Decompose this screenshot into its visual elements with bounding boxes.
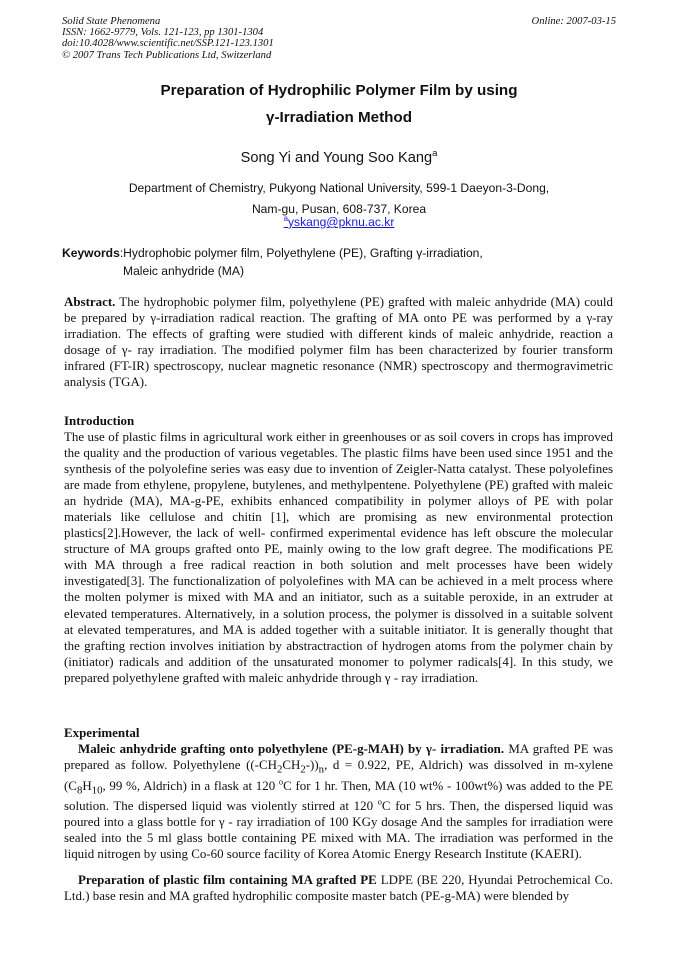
paper-title-line-2: γ-Irradiation Method xyxy=(266,109,412,126)
exp-text-d: , d = 0.922, PE, Aldrich) was dissolved in m-xylene (C xyxy=(64,757,613,793)
issn-line: ISSN: 1662-9779, Vols. 121-123, pp 1301-1304 xyxy=(62,27,264,39)
exp-text-f: , 99 %, Aldrich) in a flask at 120 xyxy=(102,777,279,793)
keywords xyxy=(62,244,483,280)
introduction-paragraph: The use of plastic films in agricultural work either in greenhouses or as soil covers in crops has improved the quality and the production of various vegetables. The plastic films have been used since 1951 and the synthesis of the polyolefine series was easy due to invention of Zeigler-Natta catalyst. These polyolefines are made from ethylene, propylene, butylenes, and methylpentene. Polyethylene (PE) grafted with maleic an hydride (MA), MA-g-PE, exhibits enhanced compatibility in polymer alloys of PE with polar materials like cellulose and chitin [1], which are promising as new environmental protection plastics[2].However, the lack of well- confirmed experimental evidence has left obscure the molecular structure of MA groups grafted onto PE, mainly owing to the low graft degree. The modifications PE with MA through a free radical reaction in both solution and melt processes have been widely investigated[3]. The functionalization of polyolefines with MA can be achieved in a melt process where the molten polymer is mixed with MA and an initiator, such as a suitable peroxide, in an extruder at elevated temperatures. Alternatively, in a solution process, the polymer is dissolved in a suitable solvent at elevated temperatures, and MA is added together with a suitable initiator. It is generally thought that the grafting rection involves initiation by abstractraction of hydrogen atoms from the polymer chain by (initiator) radicals and addition of the unsaturated monomer to polymer radicals[4]. In this study, we prepared polyethylene grafted with maleic anhydride through γ - ray irradiation. xyxy=(64,429,613,685)
abstract-text: The hydrophobic polymer film, polyethylene (PE) grafted with maleic anhydride (MA) could be prepared by γ-irradiation radical reaction. The grafting of MA onto PE was performed by a γ-ray irradiation. The effects of grafting were studied with different kinds of maleic anhydride, reaction a dosage of γ- ray irradiation. The modified polymer film has been characterized by fourier transform infrared (FT-IR) spectroscopy, nuclear magnetic resonance (NMR) spectroscopy and thermogravimetric analysis (TGA). xyxy=(64,294,613,390)
keywords-label: Keywords xyxy=(62,246,120,260)
affiliation xyxy=(0,178,678,220)
exp-sub-2: 2 xyxy=(300,763,306,776)
exp-degree-1: o xyxy=(278,777,284,787)
exp-degree-2: o xyxy=(377,797,382,807)
experimental-heading: Experimental xyxy=(64,725,140,740)
exp-text-h: C for 5 hrs. Then, the dispersed liquid was poured into a glass bottle for γ - ray irradiation of 100 KGy dosage And the samples for irradiation were sealed into the 5 ml glass bottle containing PE mixed with MA. The irradiation was performed in the liquid nitrogen by using Co-60 source facility of Korea Atomic Energy Research Institute (KAERI). xyxy=(64,798,613,862)
affiliation-line-1: Department of Chemistry, Pukyong National University, 599-1 Daeyon-3-Dong, xyxy=(128,181,550,195)
authors xyxy=(0,150,678,166)
exp-sub-n: n xyxy=(318,763,325,776)
exp-text-b: CH xyxy=(282,757,301,773)
grafting-subheading: Maleic anhydride grafting onto polyethylene (PE-g-MAH) by γ- irradiation. xyxy=(78,741,505,756)
affiliation-line-2: Nam-gu, Pusan, 608-737, Korea xyxy=(251,202,427,216)
introduction-heading: Introduction xyxy=(64,413,135,428)
email-mark: a xyxy=(283,213,288,223)
author-affiliation-mark: a xyxy=(432,148,438,160)
email-link[interactable] xyxy=(0,215,678,229)
email-address: yskang@pknu.ac.kr xyxy=(287,215,395,229)
online-date: Online: 2007-03-15 xyxy=(531,16,616,27)
exp-text-g: C for 1 hr. Then, MA (10 wt% - 100wt%) was added to the PE solution. The dispersed liquid was violently stirred at 120 xyxy=(64,777,614,814)
author-names: Song Yi and Young Soo Kang xyxy=(240,150,433,166)
copyright-line: © 2007 Trans Tech Publications Ltd, Switzerland xyxy=(62,49,272,61)
experimental-paragraph-2 xyxy=(64,872,613,904)
film-text: LDPE (BE 220, Hyundai Petrochemical Co. Ltd.) base resin and MA grafted hydrophilic composite master batch (PE-g-MA) were blended by xyxy=(64,872,613,904)
exp-text-c: -)) xyxy=(305,757,319,773)
doi-line: doi:10.4028/www.scientific.net/SSP.121-123.1301 xyxy=(62,38,274,50)
abstract-paragraph xyxy=(64,294,613,390)
exp-sub-3: 8 xyxy=(76,784,83,797)
keywords-line-2: Maleic anhydride (MA) xyxy=(123,264,244,278)
keywords-line-1: :Hydrophobic polymer film, Polyethylene (PE), Grafting γ-irradiation, xyxy=(119,246,483,260)
abstract-label: Abstract. xyxy=(64,294,116,309)
journal-header xyxy=(62,16,274,61)
exp-text-e: H xyxy=(82,777,92,793)
film-subheading: Preparation of plastic film containing MA grafted PE xyxy=(78,872,377,887)
journal-name: Solid State Phenomena xyxy=(62,16,161,27)
experimental-paragraph-1 xyxy=(64,741,613,862)
exp-sub-1: 2 xyxy=(276,763,283,776)
exp-sub-4: 10 xyxy=(91,784,103,797)
exp-text-a: MA grafted PE was prepared as follow. Polyethylene ((-CH xyxy=(64,741,613,773)
paper-title-line-1: Preparation of Hydrophilic Polymer Film by using xyxy=(160,82,518,99)
